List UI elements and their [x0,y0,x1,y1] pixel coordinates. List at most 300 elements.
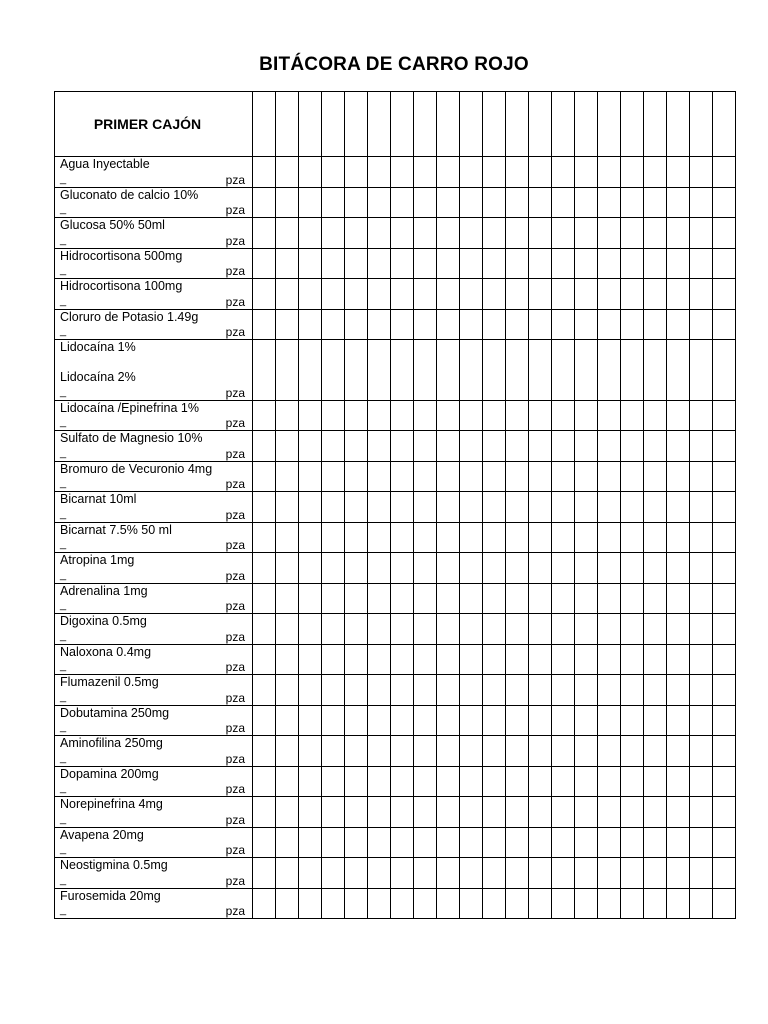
check-cell[interactable] [621,248,644,279]
check-cell[interactable] [667,583,690,614]
check-cell[interactable] [690,248,713,279]
check-cell[interactable] [391,340,414,401]
check-cell[interactable] [598,248,621,279]
check-cell[interactable] [345,309,368,340]
check-cell[interactable] [368,431,391,462]
check-cell[interactable] [621,218,644,249]
check-cell[interactable] [437,461,460,492]
check-cell[interactable] [667,309,690,340]
check-cell[interactable] [276,736,299,767]
check-cell[interactable] [414,675,437,706]
check-cell[interactable] [299,705,322,736]
check-cell[interactable] [552,644,575,675]
check-cell[interactable] [483,583,506,614]
check-cell[interactable] [276,797,299,828]
check-cell[interactable] [667,340,690,401]
check-cell[interactable] [690,766,713,797]
check-cell[interactable] [276,614,299,645]
check-cell[interactable] [460,614,483,645]
check-cell[interactable] [713,705,736,736]
header-check-cell[interactable] [575,92,598,157]
check-cell[interactable] [460,736,483,767]
check-cell[interactable] [368,827,391,858]
check-cell[interactable] [690,736,713,767]
check-cell[interactable] [667,614,690,645]
check-cell[interactable] [368,705,391,736]
check-cell[interactable] [598,431,621,462]
check-cell[interactable] [345,614,368,645]
quantity-blank[interactable]: _ [60,477,67,489]
quantity-blank[interactable]: _ [60,873,67,886]
check-cell[interactable] [276,766,299,797]
check-cell[interactable] [345,492,368,523]
header-check-cell[interactable] [460,92,483,157]
check-cell[interactable] [437,553,460,584]
check-cell[interactable] [391,431,414,462]
check-cell[interactable] [713,736,736,767]
check-cell[interactable] [437,431,460,462]
check-cell[interactable] [552,400,575,431]
check-cell[interactable] [368,858,391,889]
check-cell[interactable] [644,888,667,919]
check-cell[interactable] [414,736,437,767]
check-cell[interactable] [414,461,437,492]
check-cell[interactable] [690,157,713,188]
check-cell[interactable] [667,492,690,523]
check-cell[interactable] [322,279,345,310]
check-cell[interactable] [667,461,690,492]
check-cell[interactable] [667,644,690,675]
check-cell[interactable] [552,340,575,401]
header-check-cell[interactable] [368,92,391,157]
check-cell[interactable] [460,705,483,736]
check-cell[interactable] [391,736,414,767]
check-cell[interactable] [322,797,345,828]
check-cell[interactable] [713,248,736,279]
check-cell[interactable] [552,766,575,797]
check-cell[interactable] [598,340,621,401]
check-cell[interactable] [644,644,667,675]
check-cell[interactable] [506,583,529,614]
check-cell[interactable] [483,553,506,584]
check-cell[interactable] [644,187,667,218]
check-cell[interactable] [621,827,644,858]
header-check-cell[interactable] [598,92,621,157]
check-cell[interactable] [345,248,368,279]
check-cell[interactable] [506,492,529,523]
check-cell[interactable] [299,797,322,828]
check-cell[interactable] [483,400,506,431]
header-check-cell[interactable] [552,92,575,157]
check-cell[interactable] [529,888,552,919]
check-cell[interactable] [253,431,276,462]
check-cell[interactable] [690,888,713,919]
check-cell[interactable] [299,766,322,797]
check-cell[interactable] [690,187,713,218]
check-cell[interactable] [414,888,437,919]
check-cell[interactable] [621,461,644,492]
check-cell[interactable] [644,492,667,523]
check-cell[interactable] [460,766,483,797]
check-cell[interactable] [460,492,483,523]
check-cell[interactable] [529,736,552,767]
check-cell[interactable] [345,797,368,828]
check-cell[interactable] [299,492,322,523]
check-cell[interactable] [598,218,621,249]
check-cell[interactable] [391,522,414,553]
quantity-blank[interactable]: _ [60,538,67,550]
check-cell[interactable] [667,279,690,310]
check-cell[interactable] [483,644,506,675]
check-cell[interactable] [483,858,506,889]
check-cell[interactable] [598,705,621,736]
check-cell[interactable] [414,340,437,401]
check-cell[interactable] [483,614,506,645]
quantity-blank[interactable]: _ [60,264,67,276]
check-cell[interactable] [460,888,483,919]
check-cell[interactable] [529,553,552,584]
check-cell[interactable] [460,827,483,858]
check-cell[interactable] [253,675,276,706]
check-cell[interactable] [368,583,391,614]
check-cell[interactable] [483,888,506,919]
check-cell[interactable] [414,858,437,889]
check-cell[interactable] [460,248,483,279]
check-cell[interactable] [552,827,575,858]
check-cell[interactable] [345,461,368,492]
check-cell[interactable] [506,187,529,218]
check-cell[interactable] [276,583,299,614]
check-cell[interactable] [713,675,736,706]
check-cell[interactable] [667,797,690,828]
check-cell[interactable] [575,218,598,249]
check-cell[interactable] [483,248,506,279]
check-cell[interactable] [506,675,529,706]
check-cell[interactable] [368,461,391,492]
check-cell[interactable] [552,675,575,706]
check-cell[interactable] [299,461,322,492]
check-cell[interactable] [322,766,345,797]
check-cell[interactable] [437,492,460,523]
check-cell[interactable] [529,583,552,614]
check-cell[interactable] [575,400,598,431]
check-cell[interactable] [621,675,644,706]
check-cell[interactable] [621,522,644,553]
check-cell[interactable] [667,431,690,462]
check-cell[interactable] [483,431,506,462]
check-cell[interactable] [460,461,483,492]
check-cell[interactable] [460,340,483,401]
check-cell[interactable] [506,218,529,249]
check-cell[interactable] [621,492,644,523]
check-cell[interactable] [667,736,690,767]
check-cell[interactable] [575,553,598,584]
check-cell[interactable] [483,827,506,858]
check-cell[interactable] [322,644,345,675]
check-cell[interactable] [552,858,575,889]
check-cell[interactable] [391,583,414,614]
quantity-blank[interactable]: _ [60,446,67,459]
check-cell[interactable] [667,248,690,279]
quantity-blank[interactable]: _ [60,782,67,794]
quantity-blank[interactable]: _ [60,385,67,398]
check-cell[interactable] [690,614,713,645]
check-cell[interactable] [552,492,575,523]
check-cell[interactable] [345,736,368,767]
check-cell[interactable] [460,675,483,706]
check-cell[interactable] [322,187,345,218]
check-cell[interactable] [621,187,644,218]
quantity-blank[interactable]: _ [60,690,67,703]
check-cell[interactable] [644,340,667,401]
quantity-blank[interactable]: _ [60,751,67,764]
check-cell[interactable] [253,461,276,492]
check-cell[interactable] [345,431,368,462]
check-cell[interactable] [253,279,276,310]
check-cell[interactable] [345,675,368,706]
check-cell[interactable] [414,553,437,584]
check-cell[interactable] [667,766,690,797]
check-cell[interactable] [299,583,322,614]
check-cell[interactable] [529,675,552,706]
check-cell[interactable] [667,888,690,919]
check-cell[interactable] [690,827,713,858]
check-cell[interactable] [552,583,575,614]
check-cell[interactable] [529,461,552,492]
check-cell[interactable] [506,827,529,858]
check-cell[interactable] [575,705,598,736]
check-cell[interactable] [713,827,736,858]
check-cell[interactable] [460,218,483,249]
check-cell[interactable] [713,279,736,310]
check-cell[interactable] [460,553,483,584]
check-cell[interactable] [552,705,575,736]
check-cell[interactable] [529,766,552,797]
check-cell[interactable] [253,340,276,401]
check-cell[interactable] [690,522,713,553]
check-cell[interactable] [253,522,276,553]
check-cell[interactable] [414,309,437,340]
check-cell[interactable] [644,858,667,889]
check-cell[interactable] [391,888,414,919]
check-cell[interactable] [299,858,322,889]
check-cell[interactable] [713,187,736,218]
check-cell[interactable] [644,705,667,736]
check-cell[interactable] [414,157,437,188]
check-cell[interactable] [483,522,506,553]
check-cell[interactable] [299,736,322,767]
check-cell[interactable] [276,858,299,889]
check-cell[interactable] [575,157,598,188]
check-cell[interactable] [713,340,736,401]
check-cell[interactable] [391,492,414,523]
check-cell[interactable] [368,218,391,249]
check-cell[interactable] [690,461,713,492]
check-cell[interactable] [598,675,621,706]
check-cell[interactable] [713,553,736,584]
check-cell[interactable] [529,157,552,188]
check-cell[interactable] [713,218,736,249]
check-cell[interactable] [299,309,322,340]
check-cell[interactable] [414,766,437,797]
check-cell[interactable] [276,553,299,584]
check-cell[interactable] [506,705,529,736]
check-cell[interactable] [598,157,621,188]
header-check-cell[interactable] [483,92,506,157]
check-cell[interactable] [667,705,690,736]
check-cell[interactable] [368,522,391,553]
check-cell[interactable] [253,583,276,614]
check-cell[interactable] [506,553,529,584]
check-cell[interactable] [437,797,460,828]
check-cell[interactable] [690,431,713,462]
check-cell[interactable] [437,340,460,401]
check-cell[interactable] [299,522,322,553]
check-cell[interactable] [391,705,414,736]
check-cell[interactable] [299,340,322,401]
check-cell[interactable] [552,614,575,645]
check-cell[interactable] [414,797,437,828]
check-cell[interactable] [598,888,621,919]
check-cell[interactable] [253,218,276,249]
check-cell[interactable] [713,797,736,828]
check-cell[interactable] [322,675,345,706]
check-cell[interactable] [253,736,276,767]
check-cell[interactable] [299,827,322,858]
check-cell[interactable] [345,827,368,858]
check-cell[interactable] [644,279,667,310]
check-cell[interactable] [529,400,552,431]
check-cell[interactable] [322,400,345,431]
check-cell[interactable] [322,461,345,492]
check-cell[interactable] [368,675,391,706]
check-cell[interactable] [483,492,506,523]
check-cell[interactable] [644,614,667,645]
check-cell[interactable] [552,157,575,188]
check-cell[interactable] [322,248,345,279]
check-cell[interactable] [575,827,598,858]
check-cell[interactable] [690,400,713,431]
check-cell[interactable] [253,492,276,523]
check-cell[interactable] [598,461,621,492]
check-cell[interactable] [552,736,575,767]
check-cell[interactable] [621,400,644,431]
check-cell[interactable] [437,705,460,736]
check-cell[interactable] [529,492,552,523]
check-cell[interactable] [529,827,552,858]
quantity-blank[interactable]: _ [60,203,67,215]
check-cell[interactable] [276,675,299,706]
check-cell[interactable] [713,583,736,614]
check-cell[interactable] [276,279,299,310]
check-cell[interactable] [437,736,460,767]
check-cell[interactable] [575,614,598,645]
check-cell[interactable] [690,309,713,340]
check-cell[interactable] [391,309,414,340]
check-cell[interactable] [391,187,414,218]
header-check-cell[interactable] [322,92,345,157]
header-check-cell[interactable] [345,92,368,157]
check-cell[interactable] [276,340,299,401]
check-cell[interactable] [529,279,552,310]
check-cell[interactable] [713,309,736,340]
check-cell[interactable] [644,583,667,614]
check-cell[interactable] [621,797,644,828]
check-cell[interactable] [299,157,322,188]
check-cell[interactable] [621,888,644,919]
check-cell[interactable] [621,553,644,584]
check-cell[interactable] [414,248,437,279]
check-cell[interactable] [575,583,598,614]
check-cell[interactable] [598,309,621,340]
check-cell[interactable] [506,522,529,553]
check-cell[interactable] [529,858,552,889]
check-cell[interactable] [621,340,644,401]
check-cell[interactable] [483,157,506,188]
check-cell[interactable] [437,675,460,706]
check-cell[interactable] [345,766,368,797]
quantity-blank[interactable]: _ [60,599,67,611]
check-cell[interactable] [483,461,506,492]
check-cell[interactable] [598,400,621,431]
check-cell[interactable] [253,187,276,218]
check-cell[interactable] [621,157,644,188]
check-cell[interactable] [437,888,460,919]
check-cell[interactable] [414,644,437,675]
check-cell[interactable] [460,279,483,310]
check-cell[interactable] [276,400,299,431]
check-cell[interactable] [552,797,575,828]
check-cell[interactable] [483,187,506,218]
check-cell[interactable] [483,705,506,736]
check-cell[interactable] [575,309,598,340]
check-cell[interactable] [437,157,460,188]
check-cell[interactable] [506,766,529,797]
header-check-cell[interactable] [667,92,690,157]
check-cell[interactable] [552,553,575,584]
check-cell[interactable] [506,309,529,340]
check-cell[interactable] [667,675,690,706]
check-cell[interactable] [598,736,621,767]
check-cell[interactable] [345,705,368,736]
check-cell[interactable] [322,858,345,889]
check-cell[interactable] [345,583,368,614]
check-cell[interactable] [644,766,667,797]
check-cell[interactable] [529,522,552,553]
check-cell[interactable] [345,279,368,310]
check-cell[interactable] [529,797,552,828]
check-cell[interactable] [345,340,368,401]
check-cell[interactable] [437,614,460,645]
check-cell[interactable] [713,492,736,523]
quantity-blank[interactable]: _ [60,172,67,185]
check-cell[interactable] [299,248,322,279]
check-cell[interactable] [667,218,690,249]
check-cell[interactable] [322,157,345,188]
check-cell[interactable] [483,309,506,340]
check-cell[interactable] [276,461,299,492]
check-cell[interactable] [414,583,437,614]
check-cell[interactable] [713,522,736,553]
check-cell[interactable] [460,309,483,340]
check-cell[interactable] [621,279,644,310]
check-cell[interactable] [506,157,529,188]
check-cell[interactable] [483,675,506,706]
check-cell[interactable] [529,340,552,401]
check-cell[interactable] [644,248,667,279]
check-cell[interactable] [437,827,460,858]
check-cell[interactable] [621,858,644,889]
